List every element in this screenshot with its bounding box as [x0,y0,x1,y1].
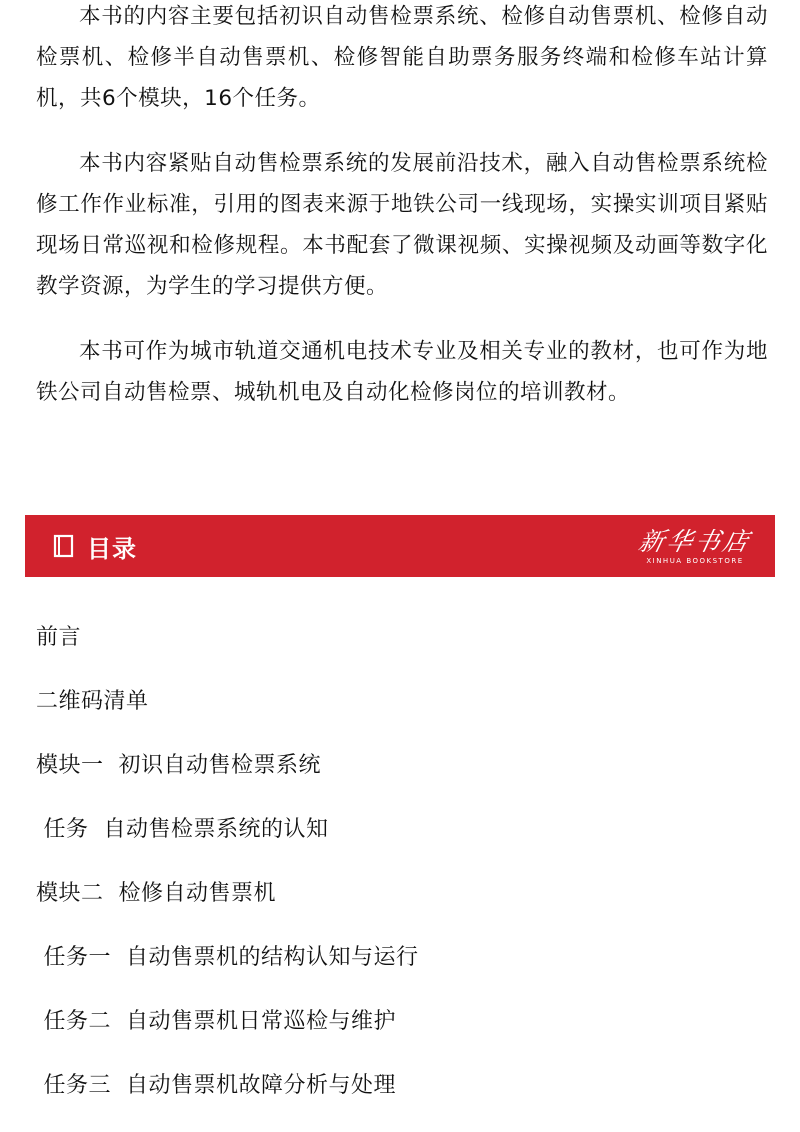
banner-heading [53,529,137,564]
logo-chinese-text: 新华书店 [636,526,755,556]
toc-title: 目录 [87,534,137,563]
intro-paragraph-1: 本书的内容主要包括初识自动售检票系统、检修自动售票机、检修自动检票机、检修半自动售票机、检修智能自助票务服务终端和检修车站计算机，共6个模块，16个任务。 [36,4,768,111]
toc-item-module-1[interactable]: 模块一 初识自动售检票系统 [36,753,321,778]
toc-item-module-2-task-3[interactable]: 任务三 自动售票机故障分析与处理 [36,1073,396,1098]
toc-item-module-2[interactable]: 模块二 检修自动售票机 [36,881,276,906]
intro-paragraph-3: 本书可作为城市轨道交通机电技术专业及相关专业的教材，也可作为地铁公司自动售检票、城轨机电及自动化检修岗位的培训教材。 [36,339,768,405]
book-icon [53,534,75,558]
toc-item-preface[interactable]: 前言 [36,625,82,650]
intro-paragraph-2: 本书内容紧贴自动售检票系统的发展前沿技术，融入自动售检票系统检修工作作业标准，引用的图表来源于地铁公司一线现场，实操实训项目紧贴现场日常巡视和检修规程。本书配套了微课视频、实操视频及动画等数字化教学资源，为学生的学习提供方便。 [36,151,768,299]
table-of-contents [36,620,768,1132]
logo-english-text: XINHUA BOOKSTORE [646,556,744,565]
toc-item-module-1-task[interactable]: 任务 自动售检票系统的认知 [36,817,329,842]
toc-item-module-2-task-1[interactable]: 任务一 自动售票机的结构认知与运行 [36,945,419,970]
xinhua-bookstore-logo [636,526,755,565]
toc-item-module-2-task-2[interactable]: 任务二 自动售票机日常巡检与维护 [36,1009,396,1034]
toc-item-qr-list[interactable]: 二维码清单 [36,689,149,714]
intro-section [36,0,768,437]
toc-banner [25,515,775,577]
